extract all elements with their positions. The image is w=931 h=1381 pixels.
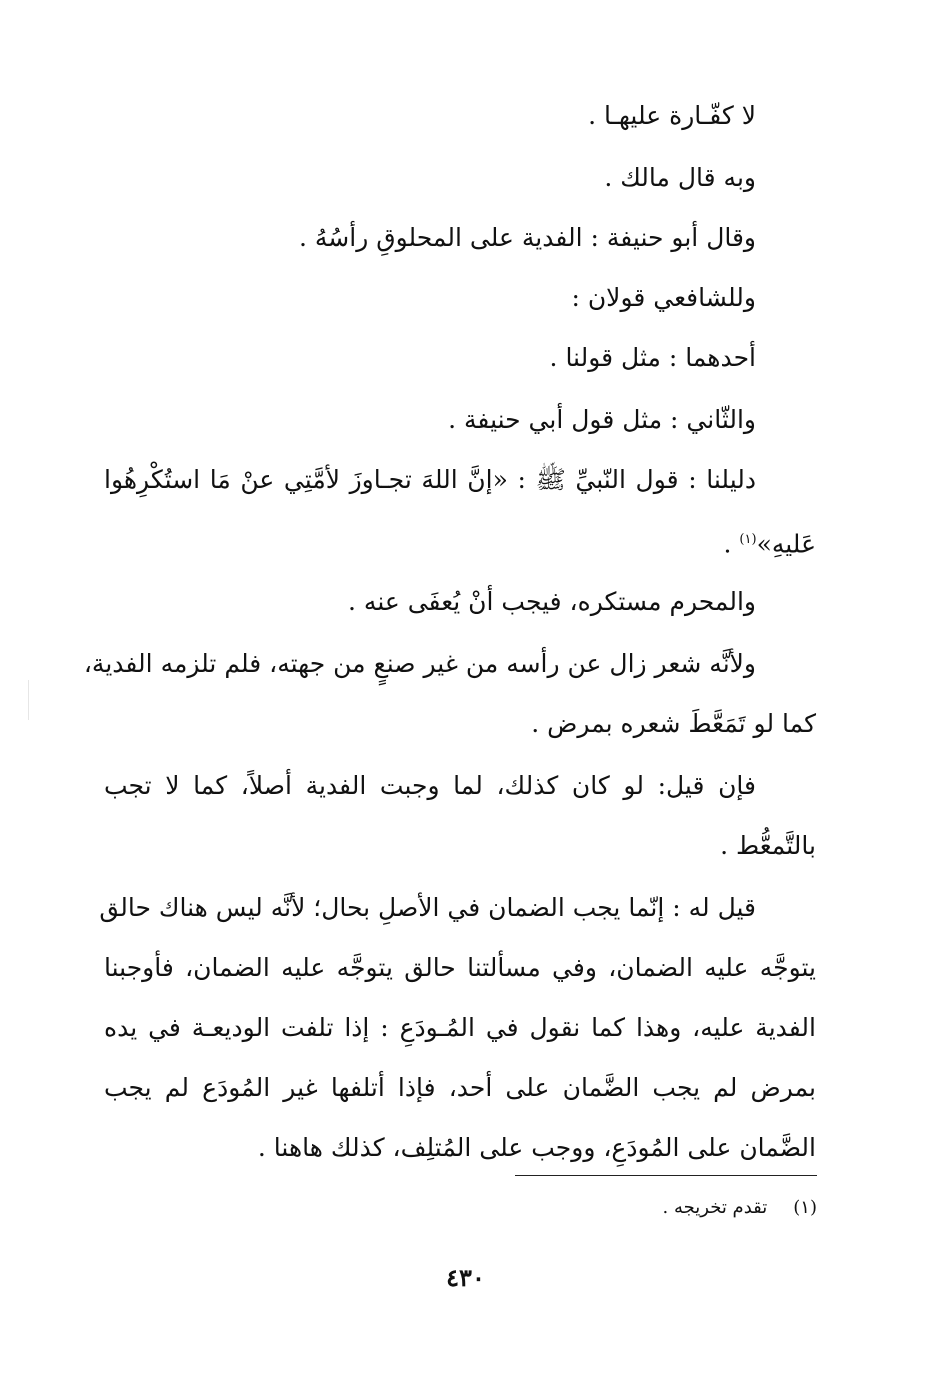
footnote-divider xyxy=(515,1175,817,1176)
footnote-text: تقدم تخريجه . xyxy=(662,1197,768,1218)
text-fragment: . xyxy=(723,529,740,559)
text-line: بمرض لم يجب الضَّمان على أحد، فإذا أتلفها غير المُودَع لم يجب xyxy=(104,1073,816,1102)
text-line: لا كفّـارة عليهـا . xyxy=(588,101,756,130)
text-line-with-footnote xyxy=(724,520,816,564)
footnote-reference: (١) xyxy=(739,532,757,547)
text-fragment: عَليهِ» xyxy=(756,529,816,559)
text-line: وبه قال مالك . xyxy=(604,163,756,192)
text-line: أحدهما : مثل قولنا . xyxy=(549,343,756,372)
text-line: بالتَّمعُّط . xyxy=(720,831,816,860)
text-line: يتوجَّه عليه الضمان، وفي مسألتنا حالق يتوجَّه عليه الضمان، فأوجبنا xyxy=(104,953,816,982)
text-line: وللشافعي قولان : xyxy=(571,283,756,312)
text-line: كما لو تَمَعَّطَ شعره بمرض . xyxy=(531,709,816,738)
text-line: الضَّمان على المُودَعِ، ووجب على المُتلِف، كذلك هاهنا . xyxy=(257,1133,816,1162)
text-line: والمحرم مستكره، فيجب أنْ يُعفَى عنه . xyxy=(348,587,756,616)
text-line: دليلنا : قول النّبيِّ ﷺ : «إنَّ اللهَ تجـاوزَ لأمَّتِي عنْ مَا استُكْرِهُوا xyxy=(104,465,756,494)
scan-edge-mark xyxy=(28,680,29,720)
text-line: قيل له : إنّما يجب الضمان في الأصلِ بحال؛ لأنَّه ليس هناك حالق xyxy=(99,893,756,922)
text-line: والثّاني : مثل قول أبي حنيفة . xyxy=(448,405,756,434)
footnote xyxy=(663,1193,817,1223)
text-line: وقال أبو حنيفة : الفدية على المحلوقِ رأسُهُ . xyxy=(299,223,756,252)
footnote-number: (١) xyxy=(793,1197,817,1218)
text-line: ولأنَّه شعر زال عن رأسه من غير صنعٍ من جهته، فلم تلزمه الفدية، xyxy=(83,649,756,678)
text-line: الفدية عليه، وهذا كما نقول في المُـودَعِ : إذا تلفت الوديعـة في يده xyxy=(104,1013,816,1042)
text-line: فإن قيل: لو كان كذلك، لما وجبت الفدية أصلاً، كما لا تجب xyxy=(104,771,756,800)
page-number: ٤٣٠ xyxy=(446,1263,485,1292)
